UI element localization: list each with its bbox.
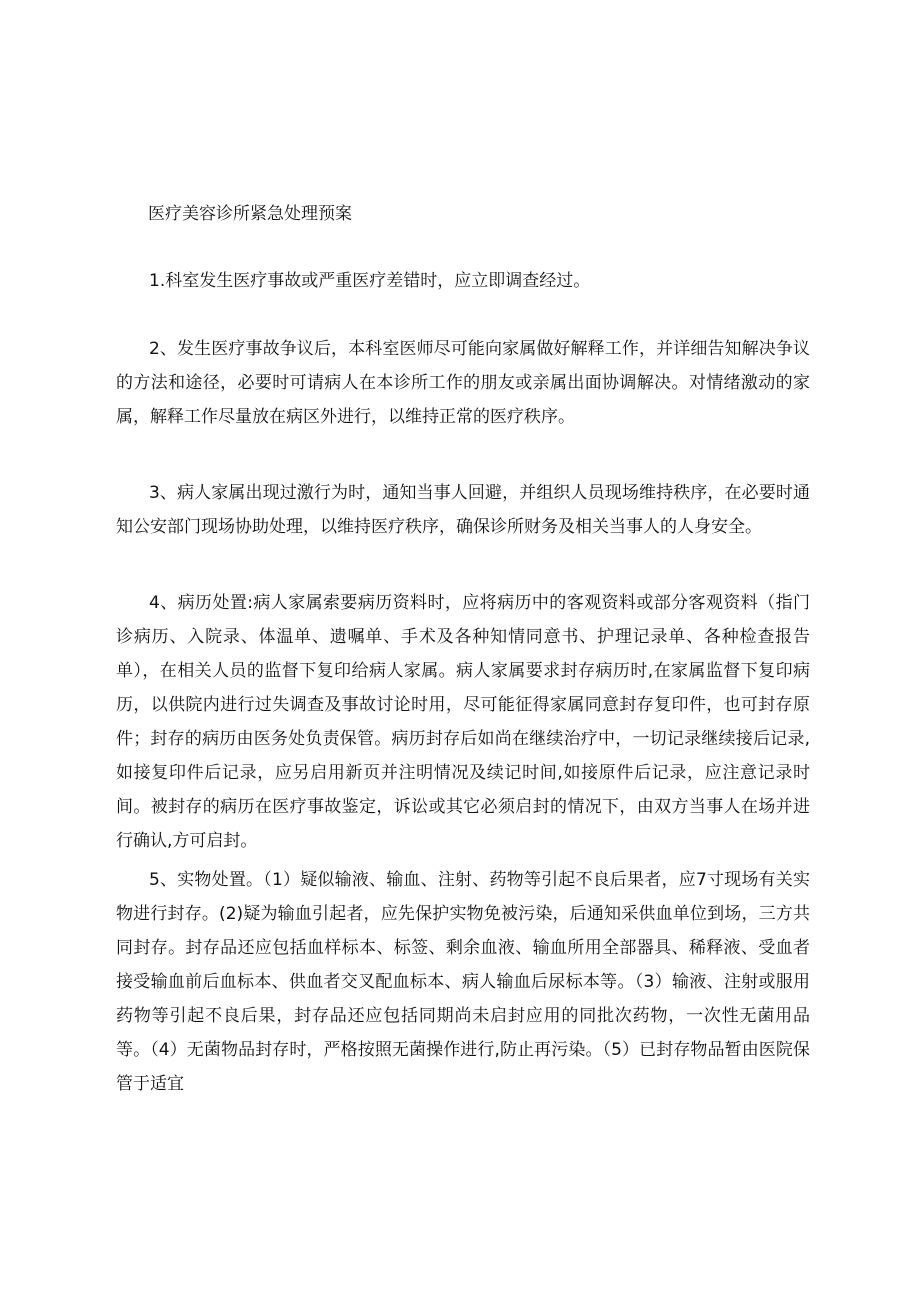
paragraph-2: 2、发生医疗事故争议后，本科室医师尽可能向家属做好解释工作，并详细告知解决争议的方法和途径，必要时可请病人在本诊所工作的朋友或亲属出面协调解决。对情绪激动的家属，解释工作尽量放在病区外进行，以维持正常的医疗秩序。 [116,339,810,427]
paragraph-4: 4、病历处置:病人家属索要病历资料时，应将病历中的客观资料或部分客观资料（指门诊病历、入院录、体温单、遗嘱单、手术及各种知情同意书、护理记录单、各种检查报告单），在相关人员的监督下复印给病人家属。病人家属要求封存病历时,在家属监督下复印病历，以供院内进行过失调查及事故讨论时用，尽可能征得家属同意封存复印件，也可封存原件；封存的病历由医务处负责保管。病历封存后如尚在继续治疗中，一切记录继续接后记录,如接复印件后记录，应另启用新页并注明情况及续记时间,如接原件后记录，应注意记录时间。被封存的病历在医疗事故鉴定，诉讼或其它必须启封的情况下，由双方当事人在场并进行确认,方可启封。 [116,593,810,851]
document-title: 医疗美容诊所紧急处理预案 [148,204,352,224]
paragraph-5: 5、实物处置。（1）疑似输液、输血、注射、药物等引起不良后果者，应7寸现场有关实物进行封存。(2)疑为输血引起者，应先保护实物免被污染，后通知采供血单位到场，三方共同封存。封存品还应包括血样标本、标签、剩余血液、输血所用全部器具、稀释液、受血者接受输血前后血标本、供血者交叉配血标本、病人输血后尿标本等。（3）输液、注射或服用药物等引起不良后果，封存品还应包括同期尚未启封应用的同批次药物，一次性无菌用品等。（4）无菌物品封存时，严格按照无菌操作进行,防止再污染。（5）已封存物品暂由医院保管于适宜 [116,870,810,1094]
paragraph-1: 1.科室发生医疗事故或严重医疗差错时，应立即调查经过。 [149,271,591,291]
paragraph-3: 3、病人家属出现过激行为时，通知当事人回避，并组织人员现场维持秩序，在必要时通知公安部门现场协助处理，以维持医疗秩序，确保诊所财务及相关当事人的人身安全。 [116,483,810,537]
